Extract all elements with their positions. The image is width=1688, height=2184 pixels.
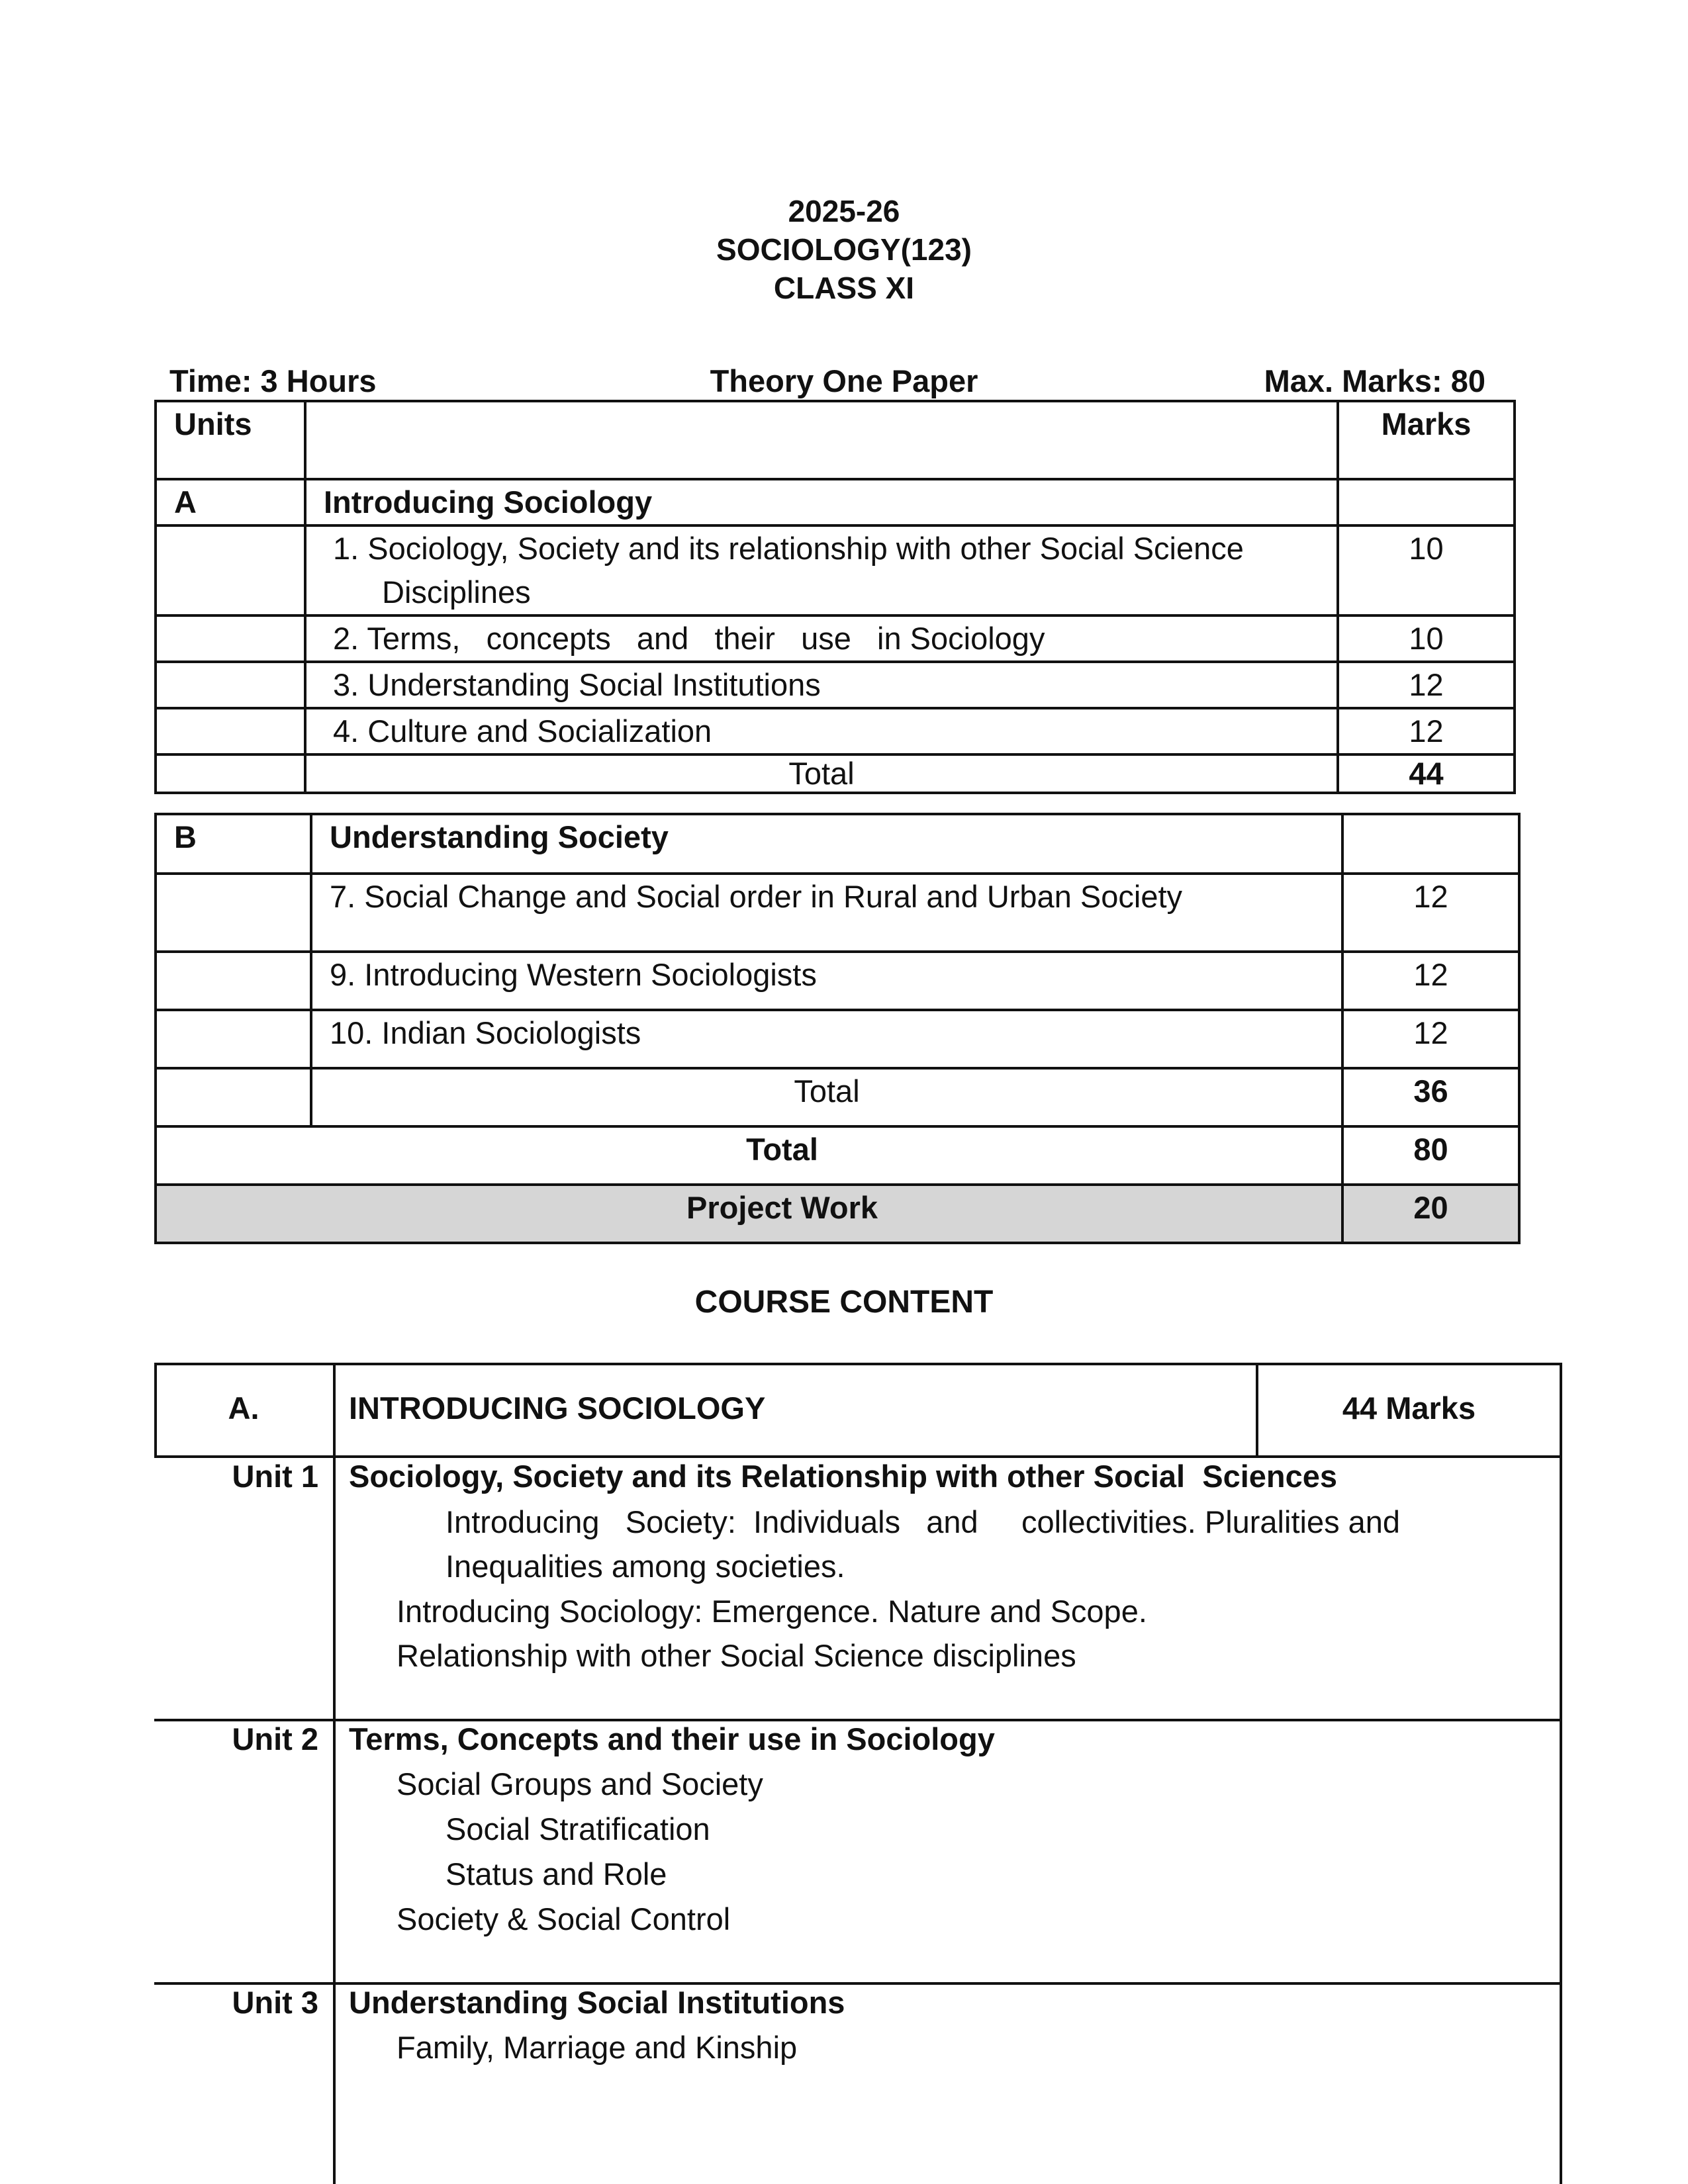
project-work-value: 20 — [1342, 1185, 1519, 1243]
grand-total-row — [156, 1126, 1519, 1185]
time-label: Time: 3 Hours — [169, 363, 377, 398]
unit-title: Understanding Society — [311, 814, 1342, 874]
unit-title: Understanding Social Institutions — [349, 1985, 845, 2020]
unit-title: Introducing Sociology — [305, 479, 1338, 525]
unit-topic-line: Family, Marriage and Kinship — [397, 2030, 798, 2065]
table-header-row — [156, 401, 1515, 479]
class-heading: CLASS XI — [773, 271, 915, 305]
table-right-border — [1560, 1363, 1562, 2184]
unit-topic-line: Society & Social Control — [397, 1901, 731, 1936]
max-marks-label: Max. Marks: 80 — [1264, 363, 1485, 398]
paper-label: Theory One Paper — [710, 363, 978, 398]
total-row — [156, 754, 1515, 793]
unit-topic-line: Introducing Sociology: Emergence. Nature and Scope. — [397, 1594, 1147, 1629]
row-marks: 12 — [1338, 708, 1515, 754]
unit-row — [156, 479, 1515, 525]
unit-letter: B — [156, 814, 311, 874]
empty-unit-cell — [156, 1010, 311, 1068]
row-label-line1: 1. Sociology, Society and its relationship with other Social Science — [333, 531, 1244, 566]
table-top-border — [154, 1363, 1562, 1365]
total-value: 44 — [1338, 754, 1515, 793]
section-marks: 44 Marks — [1342, 1390, 1476, 1426]
unit-topic-line: Inequalities among societies. — [445, 1549, 845, 1584]
unit-label: Unit 2 — [232, 1721, 318, 1756]
table-row — [156, 708, 1515, 754]
total-value: 36 — [1342, 1068, 1519, 1126]
row-marks: 12 — [1342, 1010, 1519, 1068]
unit-letter: A — [156, 479, 305, 525]
marks-table-unit-b — [154, 813, 1521, 1244]
table-row — [156, 952, 1519, 1010]
unit-topic-line: Social Stratification — [445, 1811, 710, 1846]
unit-row — [156, 814, 1519, 874]
unit-title: Terms, Concepts and their use in Sociology — [349, 1721, 995, 1756]
unit-label: Unit 3 — [232, 1985, 318, 2020]
empty-unit-cell — [156, 1068, 311, 1126]
unit-topic-line: Relationship with other Social Science disciplines — [397, 1638, 1076, 1673]
unit-topic-line: Introducing Society: Individuals and collectivities. Pluralities and — [445, 1504, 1401, 1539]
table-row — [156, 874, 1519, 952]
project-work-label: Project Work — [156, 1185, 1342, 1243]
units-column-header: Units — [156, 401, 305, 479]
unit-topic-line: Status and Role — [445, 1856, 667, 1891]
unit-topic-line: Social Groups and Society — [397, 1766, 763, 1801]
row-marks: 12 — [1342, 874, 1519, 952]
unit-title: Sociology, Society and its Relationship with other Social Sciences — [349, 1459, 1338, 1494]
blank-header-cell — [305, 401, 1338, 479]
empty-unit-cell — [156, 708, 305, 754]
table-row — [156, 615, 1515, 662]
empty-unit-cell — [156, 615, 305, 662]
empty-unit-cell — [156, 874, 311, 952]
subtotal-row — [156, 1068, 1519, 1126]
section-title: INTRODUCING SOCIOLOGY — [349, 1390, 766, 1426]
project-work-row — [156, 1185, 1519, 1243]
row-marks: 12 — [1342, 952, 1519, 1010]
empty-marks-cell — [1338, 479, 1515, 525]
table-row — [156, 662, 1515, 708]
empty-marks-cell — [1342, 814, 1519, 874]
row-marks: 12 — [1338, 662, 1515, 708]
table-row — [156, 1010, 1519, 1068]
row-marks: 10 — [1338, 525, 1515, 615]
marks-table-unit-a — [154, 400, 1516, 794]
unit-label: Unit 1 — [232, 1459, 318, 1494]
row-label: 4. Culture and Socialization — [305, 708, 1338, 754]
empty-unit-cell — [156, 525, 305, 615]
subject-heading: SOCIOLOGY(123) — [716, 232, 972, 267]
total-label: Total — [305, 754, 1338, 793]
section-letter: A. — [228, 1390, 259, 1426]
table-row — [156, 525, 1515, 615]
grand-total-value: 80 — [1342, 1126, 1519, 1185]
row-label: 9. Introducing Western Sociologists — [311, 952, 1342, 1010]
empty-unit-cell — [156, 754, 305, 793]
document-header — [0, 192, 1688, 307]
row-label: 2. Terms, concepts and their use in Sociology — [305, 615, 1338, 662]
total-label: Total — [311, 1068, 1342, 1126]
row-label-line2: Disciplines — [382, 574, 531, 610]
year-heading: 2025-26 — [788, 194, 900, 228]
grand-total-label: Total — [156, 1126, 1342, 1185]
row-label: 7. Social Change and Social order in Rural and Urban Society — [311, 874, 1342, 952]
course-content-title: COURSE CONTENT — [694, 1285, 994, 1320]
row-marks: 10 — [1338, 615, 1515, 662]
row-label: 10. Indian Sociologists — [311, 1010, 1342, 1068]
empty-unit-cell — [156, 662, 305, 708]
marks-column-header: Marks — [1338, 401, 1515, 479]
row-label — [305, 525, 1338, 615]
course-content-table — [154, 1363, 1562, 2184]
empty-unit-cell — [156, 952, 311, 1010]
row-label: 3. Understanding Social Institutions — [305, 662, 1338, 708]
unit-column-divider — [333, 1363, 336, 2184]
